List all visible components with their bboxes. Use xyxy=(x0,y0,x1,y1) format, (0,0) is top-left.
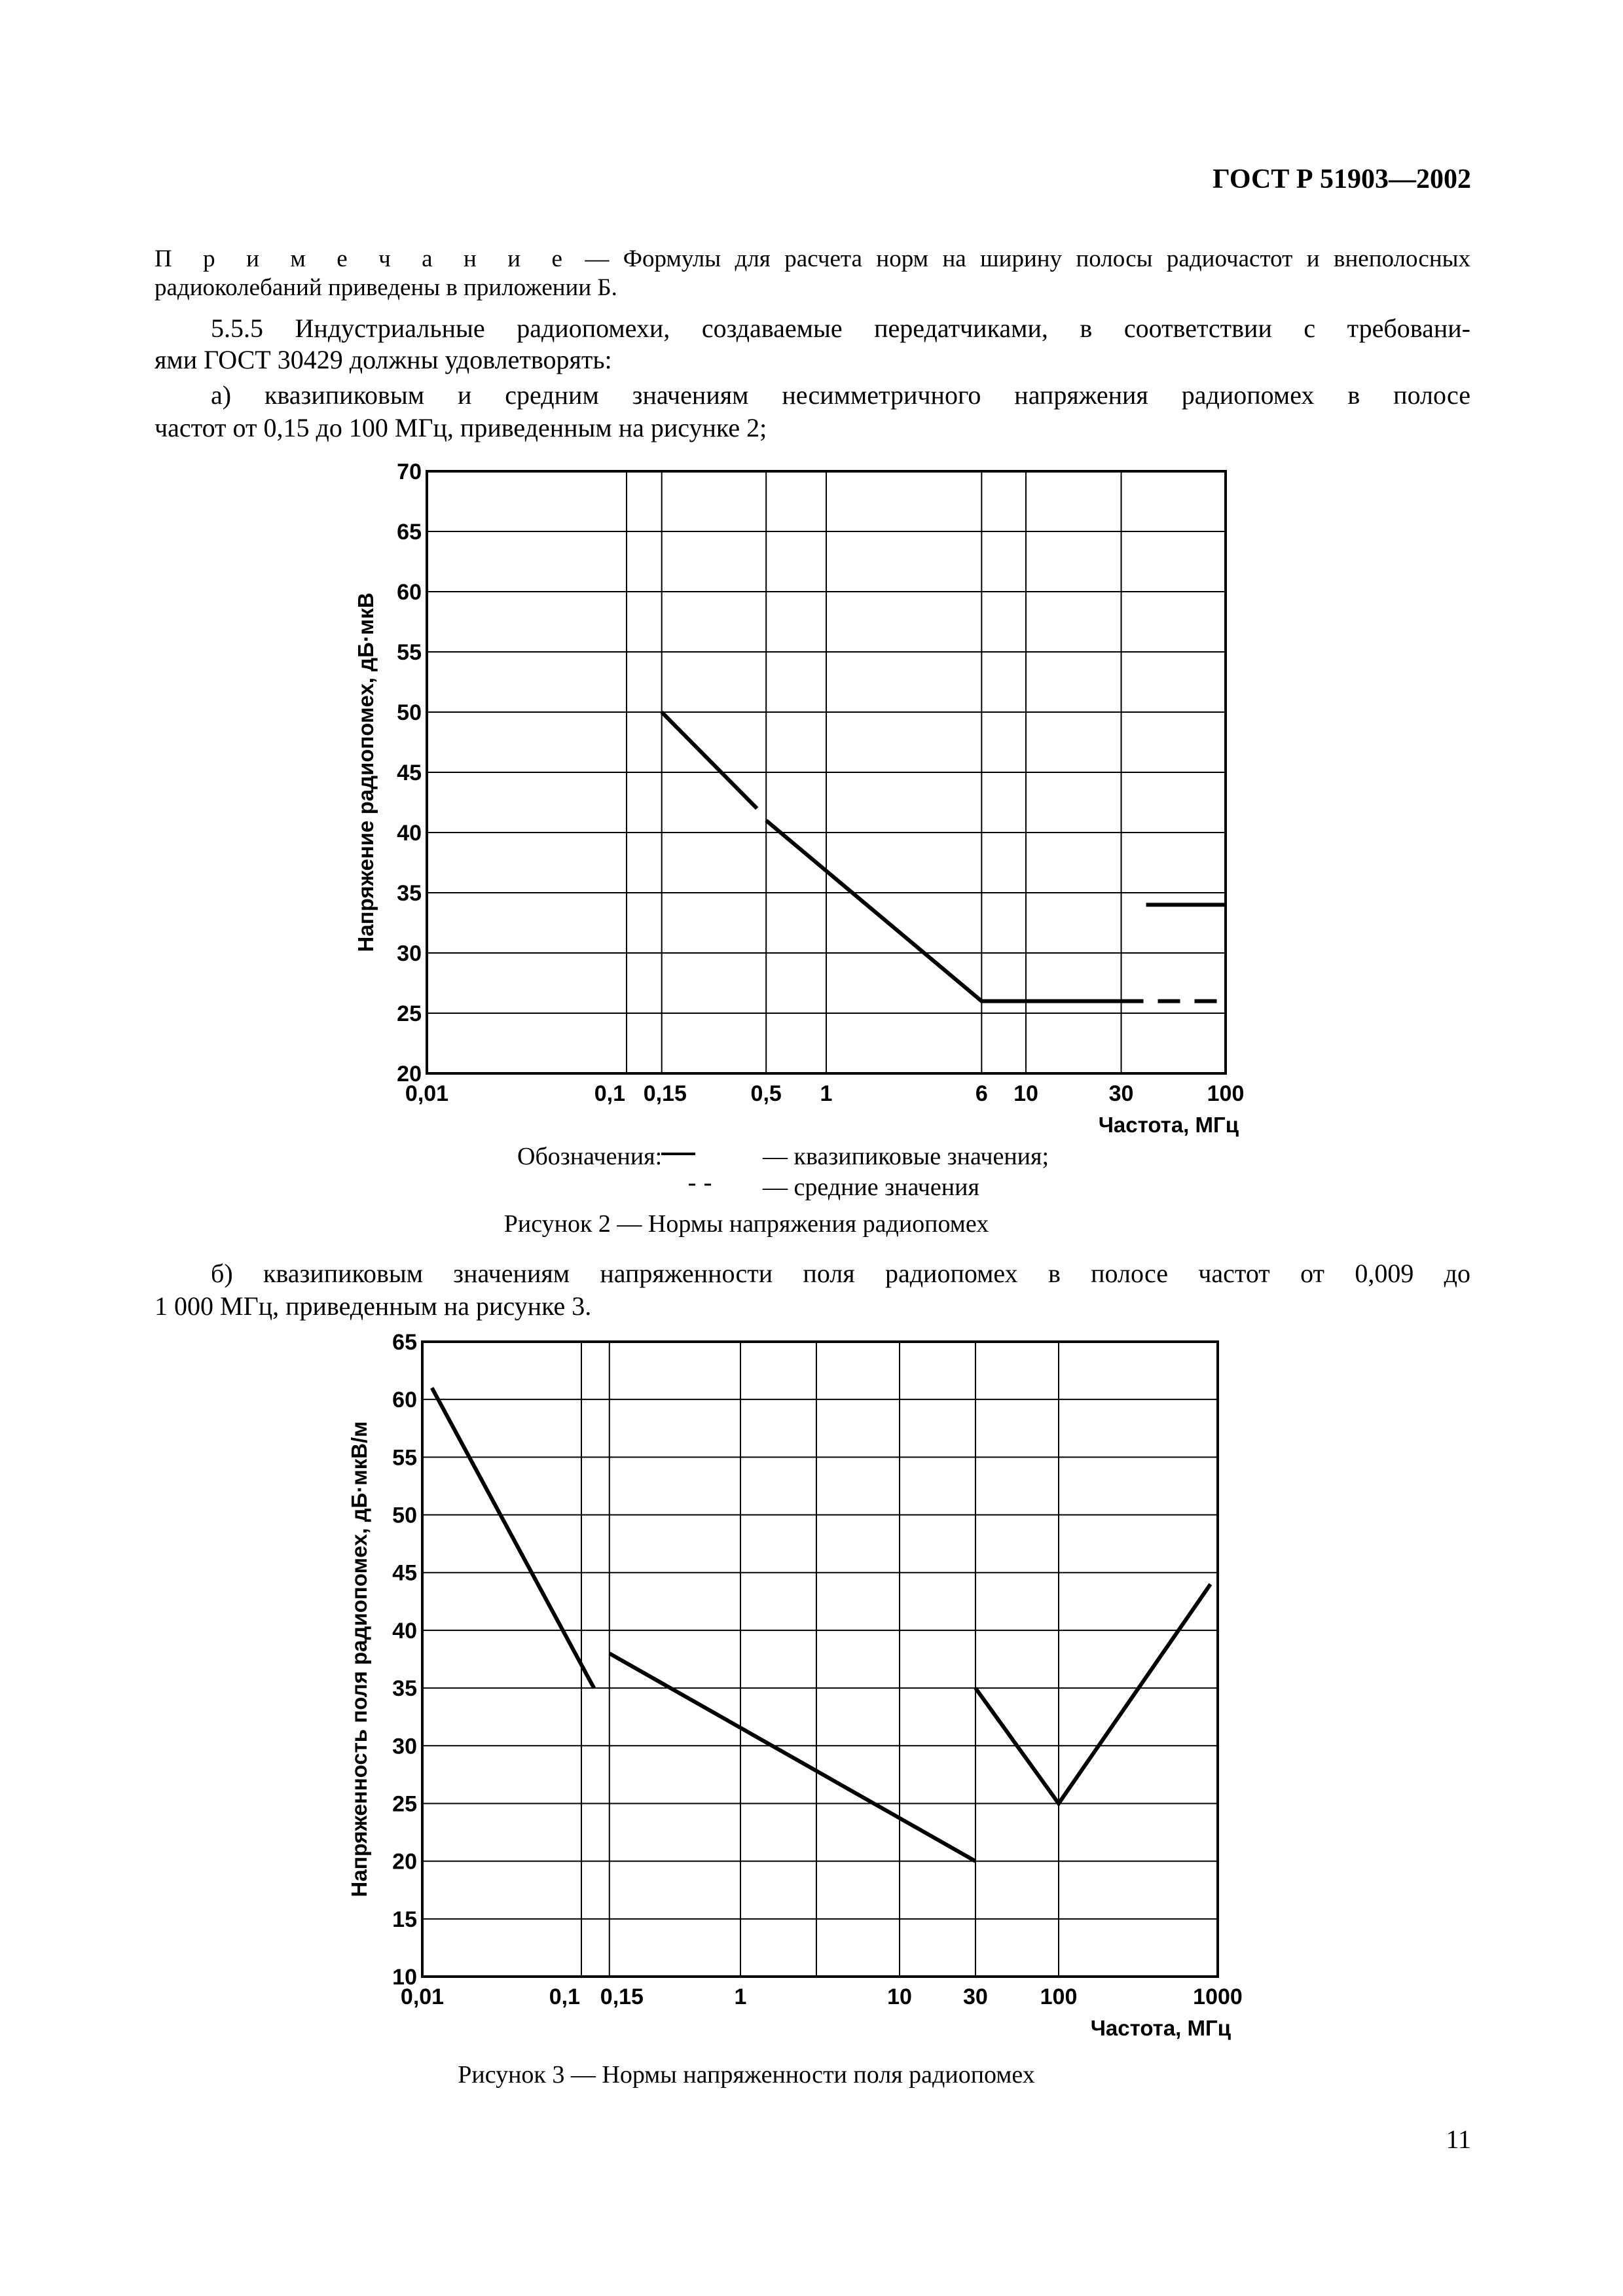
x-tick-label: 30 xyxy=(963,1984,988,2009)
y-tick-label: 70 xyxy=(397,459,422,484)
x-tick-label: 100 xyxy=(1040,1984,1078,2009)
paragraph-b-line-2: 1 000 МГц, приведенным на рисунке 3. xyxy=(155,1291,592,1321)
y-tick-label: 65 xyxy=(397,520,422,545)
y-tick-label: 40 xyxy=(392,1618,417,1643)
series-line xyxy=(432,1388,594,1689)
y-tick-label: 30 xyxy=(392,1734,417,1759)
y-tick-label: 65 xyxy=(392,1330,417,1355)
series-line xyxy=(610,1653,976,1861)
note-line-2: радиоколебаний приведены в приложении Б. xyxy=(155,274,617,301)
x-tick-label: 0,1 xyxy=(594,1081,625,1106)
y-tick-label: 45 xyxy=(397,761,422,785)
y-tick-label: 15 xyxy=(392,1907,417,1932)
y-tick-label: 50 xyxy=(397,700,422,725)
paragraph-555-line-2: ями ГОСТ 30429 должны удовлетворять: xyxy=(155,345,612,374)
paragraph-555-line-1: 5.5.5 Индустриальные радиопомехи, создаваемые передатчиками, в соответствии с требовани- xyxy=(211,314,1470,343)
x-tick-label: 1 xyxy=(734,1984,747,2009)
x-tick-label: 1000 xyxy=(1193,1984,1243,2009)
y-tick-label: 50 xyxy=(392,1503,417,1528)
y-tick-label: 60 xyxy=(397,580,422,605)
y-tick-label: 30 xyxy=(397,941,422,966)
x-tick-label: 0,15 xyxy=(643,1081,687,1106)
x-tick-label: 0,01 xyxy=(405,1081,449,1106)
y-tick-label: 55 xyxy=(392,1445,417,1471)
note-line-1 xyxy=(155,245,1470,273)
y-tick-label: 20 xyxy=(397,1062,422,1086)
y-tick-label: 10 xyxy=(392,1965,417,1990)
paragraph-a-line-1: а) квазипиковым и средним значениям несимметричного напряжения радиопомех в полосе xyxy=(211,380,1470,410)
figure-3-caption: Рисунок 3 — Нормы напряженности поля радиопомех xyxy=(458,2061,1035,2089)
y-tick-label: 60 xyxy=(392,1388,417,1413)
legend-solid-text: — квазипиковые значения; xyxy=(763,1143,1049,1170)
x-tick-label: 10 xyxy=(1013,1081,1038,1106)
figure-2-chart xyxy=(0,452,1623,1145)
note-text: — Формулы для расчета норм на ширину полосы радиочастот и внеполосных xyxy=(570,245,1470,272)
legend-dashed-text: — средние значения xyxy=(763,1174,979,1201)
y-axis-label: Напряжение радиопомех, дБ·мкВ xyxy=(354,592,378,952)
document-header: ГОСТ Р 51903—2002 xyxy=(1213,164,1471,194)
x-tick-label: 1 xyxy=(820,1081,833,1106)
y-tick-label: 35 xyxy=(397,881,422,906)
y-tick-label: 20 xyxy=(392,1849,417,1874)
x-tick-label: 0,15 xyxy=(600,1984,644,2009)
y-tick-label: 45 xyxy=(392,1560,417,1586)
note-label: П р и м е ч а н и е xyxy=(155,245,571,272)
y-tick-label: 35 xyxy=(392,1676,417,1702)
x-tick-label: 30 xyxy=(1108,1081,1134,1106)
y-tick-label: 25 xyxy=(397,1001,422,1026)
x-tick-label: 6 xyxy=(975,1081,988,1106)
plot-frame xyxy=(422,1342,1218,1977)
y-axis-label: Напряженность поля радиопомех, дБ·мкВ/м xyxy=(347,1421,371,1897)
figure-3-chart xyxy=(0,1329,1623,2062)
y-tick-label: 55 xyxy=(397,640,422,665)
page-number: 11 xyxy=(1446,2125,1471,2154)
figure-2-caption: Рисунок 2 — Нормы напряжения радиопомех xyxy=(503,1210,989,1238)
x-tick-label: 0,01 xyxy=(400,1984,445,2009)
x-tick-label: 0,5 xyxy=(750,1081,782,1106)
paragraph-a-line-2: частот от 0,15 до 100 МГц, приведенным на рисунке 2; xyxy=(155,413,767,442)
y-tick-label: 40 xyxy=(397,821,422,846)
x-tick-label: 100 xyxy=(1207,1081,1245,1106)
x-axis-label: Частота, МГц xyxy=(1098,1113,1239,1137)
y-tick-label: 25 xyxy=(392,1791,417,1817)
x-tick-label: 10 xyxy=(887,1984,912,2009)
paragraph-b-line-1: б) квазипиковым значениям напряженности поля радиопомех в полосе частот от 0,009 до xyxy=(211,1259,1470,1288)
x-tick-label: 0,1 xyxy=(549,1984,580,2009)
series-line xyxy=(766,821,1121,1001)
x-axis-label: Частота, МГц xyxy=(1090,2016,1231,2040)
series-line xyxy=(976,1584,1211,1803)
legend-label: Обозначения: xyxy=(517,1143,663,1170)
series-line xyxy=(662,712,757,808)
